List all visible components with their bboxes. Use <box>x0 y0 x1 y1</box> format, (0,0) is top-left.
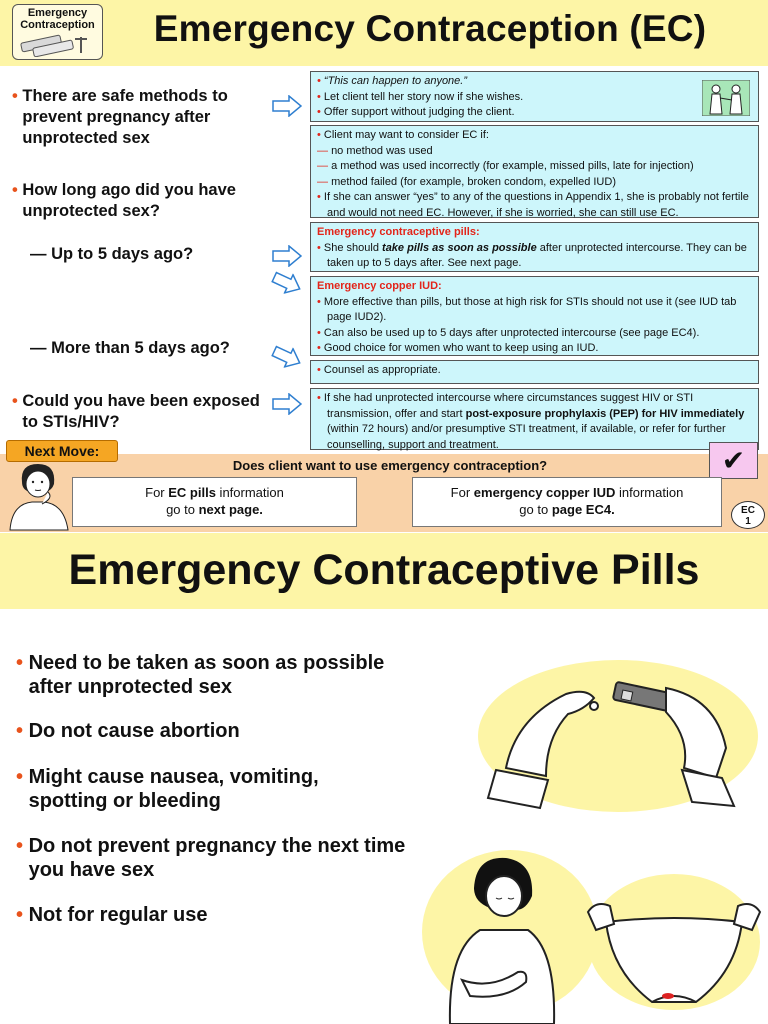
box-line-text: Can also be used up to 5 days after unprotected intercourse (see page EC4). <box>323 326 700 339</box>
callout-emphasis: EC pills <box>168 485 216 500</box>
two-people-talking-icon <box>702 80 750 116</box>
bullet-icon: • <box>12 392 18 410</box>
list-item-text: Not for regular use <box>28 904 208 926</box>
question-more-than-5-days: — More than 5 days ago? <box>30 339 230 357</box>
right-arrow-icon <box>272 95 302 117</box>
hands-opening-pill-pack-illustration <box>476 658 761 828</box>
box-line: • Offer support without judging the client. <box>317 106 515 118</box>
logo-text: Emergency Contraception <box>20 7 95 31</box>
box-emphasis: post-exposure prophylaxis (PEP) for HIV immediately <box>465 407 745 420</box>
pill-pack-icon <box>19 33 99 57</box>
box-line-text: More effective than pills, but those at high risk for STIs should not use it (see IUD tab page IUD2). <box>323 295 737 323</box>
page-number-tag <box>731 501 765 529</box>
callout-text: For <box>450 485 474 500</box>
box-line: • If she can answer “yes” to any of the questions in Appendix 1, she is probably not fertile and would not need EC. However, if she is worried, she can still use EC. <box>317 191 749 219</box>
checkmark-box[interactable] <box>709 442 758 479</box>
bullet-icon: • <box>16 766 24 788</box>
bullet-icon: • <box>12 181 18 199</box>
callout-copper-iud[interactable] <box>412 477 722 527</box>
page2-title: Emergency Contraceptive Pills <box>68 546 700 594</box>
question-text: Could you have been exposed to STIs/HIV? <box>22 392 260 431</box>
callout-link: page EC4. <box>551 502 615 517</box>
right-arrow-icon <box>272 393 302 415</box>
box-line: • Counsel as appropriate. <box>317 364 441 376</box>
callout-link: next page. <box>198 502 263 517</box>
callout-text: For <box>145 485 169 500</box>
thinking-woman-icon <box>2 458 74 532</box>
info-box-copper-iud <box>310 276 759 356</box>
box-dash-line: — no method was used <box>317 144 433 157</box>
list-item-text: Do not prevent pregnancy the next time you have sex <box>28 835 406 881</box>
callout-text: information <box>615 485 684 500</box>
box-line-text: She should <box>323 241 383 254</box>
question-safe-methods <box>12 86 282 149</box>
box-line: • Let client tell her story now if she wishes. <box>317 90 524 103</box>
bullet-icon: • <box>16 720 24 742</box>
box-line-text: Counsel as appropriate. <box>323 364 441 376</box>
down-right-arrow-icon <box>269 267 305 300</box>
callout-ec-pills[interactable] <box>72 477 357 527</box>
box-line-text: after unprotected intercourse. They can be taken up to 5 days after. See next page. <box>327 241 747 269</box>
page-tag-bottom: 1 <box>745 516 751 527</box>
box-line-text: If she had unprotected intercourse where circumstances suggest HIV or STI transmission, offer and start <box>323 392 694 420</box>
box-line-text: “This can happen to anyone.” <box>323 75 468 87</box>
decision-question: Does client want to use emergency contraception? <box>232 458 548 473</box>
box-line-text: Client may want to consider EC if: <box>323 129 489 141</box>
info-box-counsel <box>310 360 759 384</box>
box-line-text: (within 72 hours) and/or presumptive STI treatment, if available, or refer for further counselling, support and treatment. <box>327 423 726 451</box>
box-line-text: a method was used incorrectly (for example, missed pills, late for injection) <box>331 160 694 172</box>
info-box-pep <box>310 388 759 450</box>
page-tag-top: EC <box>741 505 755 516</box>
box-line-text: Good choice for women who want to keep using an IUD. <box>323 342 599 354</box>
box-emphasis: take pills as soon as possible <box>382 241 537 254</box>
list-item-text: Need to be taken as soon as possible after unprotected sex <box>28 652 385 698</box>
box-line-text: no method was used <box>331 144 433 157</box>
box-line-text: method failed (for example, broken condom, expelled IUD) <box>331 175 616 188</box>
list-item-text: Might cause nausea, vomiting, spotting or bleeding <box>28 766 319 812</box>
list-item-text: Do not cause abortion <box>28 720 240 742</box>
bullet-icon: • <box>16 904 24 926</box>
question-up-to-5-days: — Up to 5 days ago? <box>30 245 194 263</box>
bullet-icon: • <box>16 835 24 857</box>
page-title: Emergency Contraception (EC) <box>153 8 707 49</box>
question-text: There are safe methods to prevent pregnancy after unprotected sex <box>22 87 228 147</box>
box-dash-line: — a method was used incorrectly (for example, missed pills, late for injection) <box>317 160 694 172</box>
box-heading: Emergency copper IUD: <box>317 280 442 292</box>
list-item <box>16 903 436 927</box>
callout-text: go to <box>166 502 199 517</box>
woman-nausea-illustration <box>420 840 600 1024</box>
list-item <box>16 651 436 699</box>
callout-text: information <box>215 485 284 500</box>
box-line-text: If she can answer “yes” to any of the questions in Appendix 1, she is probably not fertile and would not need EC. However, if she is worried, she can still use EC. <box>323 191 749 219</box>
box-line-text: Let client tell her story now if she wishes. <box>323 90 524 103</box>
bullet-icon: • <box>12 87 18 105</box>
checkmark-icon: ✔ <box>721 445 746 476</box>
box-line-text: Offer support without judging the client. <box>323 106 515 118</box>
callout-text: go to <box>519 502 552 517</box>
underwear-spotting-illustration <box>586 872 762 1024</box>
question-how-long <box>12 180 282 222</box>
box-line: • If she had unprotected intercourse where circumstances suggest HIV or STI transmission, offer and start post-exposure prophylaxis (PEP) for HIV immediately (within 72 hours) and/or presumptive STI treatment, if available, or refer for further counselling, support and treatment. <box>317 392 745 451</box>
box-line: • Can also be used up to 5 days after unprotected intercourse (see page EC4). <box>317 326 700 339</box>
info-box-consider-ec <box>310 125 759 218</box>
logo-badge <box>12 4 103 60</box>
box-line: • More effective than pills, but those at high risk for STIs should not use it (see IUD tab page IUD2). <box>317 295 737 323</box>
box-line: • She should take pills as soon as possible after unprotected intercourse. They can be taken up to 5 days after. See next page. <box>317 241 747 269</box>
box-line: • “This can happen to anyone.” <box>317 75 468 87</box>
info-box-ec-pills <box>310 222 759 272</box>
box-heading: Emergency contraceptive pills: <box>317 226 480 238</box>
question-text: How long ago did you have unprotected sex? <box>22 181 236 220</box>
box-line: • Good choice for women who want to keep using an IUD. <box>317 342 599 354</box>
box-dash-line: — method failed (for example, broken condom, expelled IUD) <box>317 175 616 188</box>
list-item <box>16 719 436 743</box>
list-item <box>16 834 456 882</box>
info-box-support <box>310 71 759 122</box>
bullet-icon: • <box>16 652 24 674</box>
box-line: • Client may want to consider EC if: <box>317 129 489 141</box>
question-sti-hiv <box>12 391 282 433</box>
list-item <box>16 765 436 813</box>
callout-emphasis: emergency copper IUD <box>473 485 616 500</box>
next-move-label: Next Move: <box>6 440 118 462</box>
right-arrow-icon <box>272 245 302 267</box>
